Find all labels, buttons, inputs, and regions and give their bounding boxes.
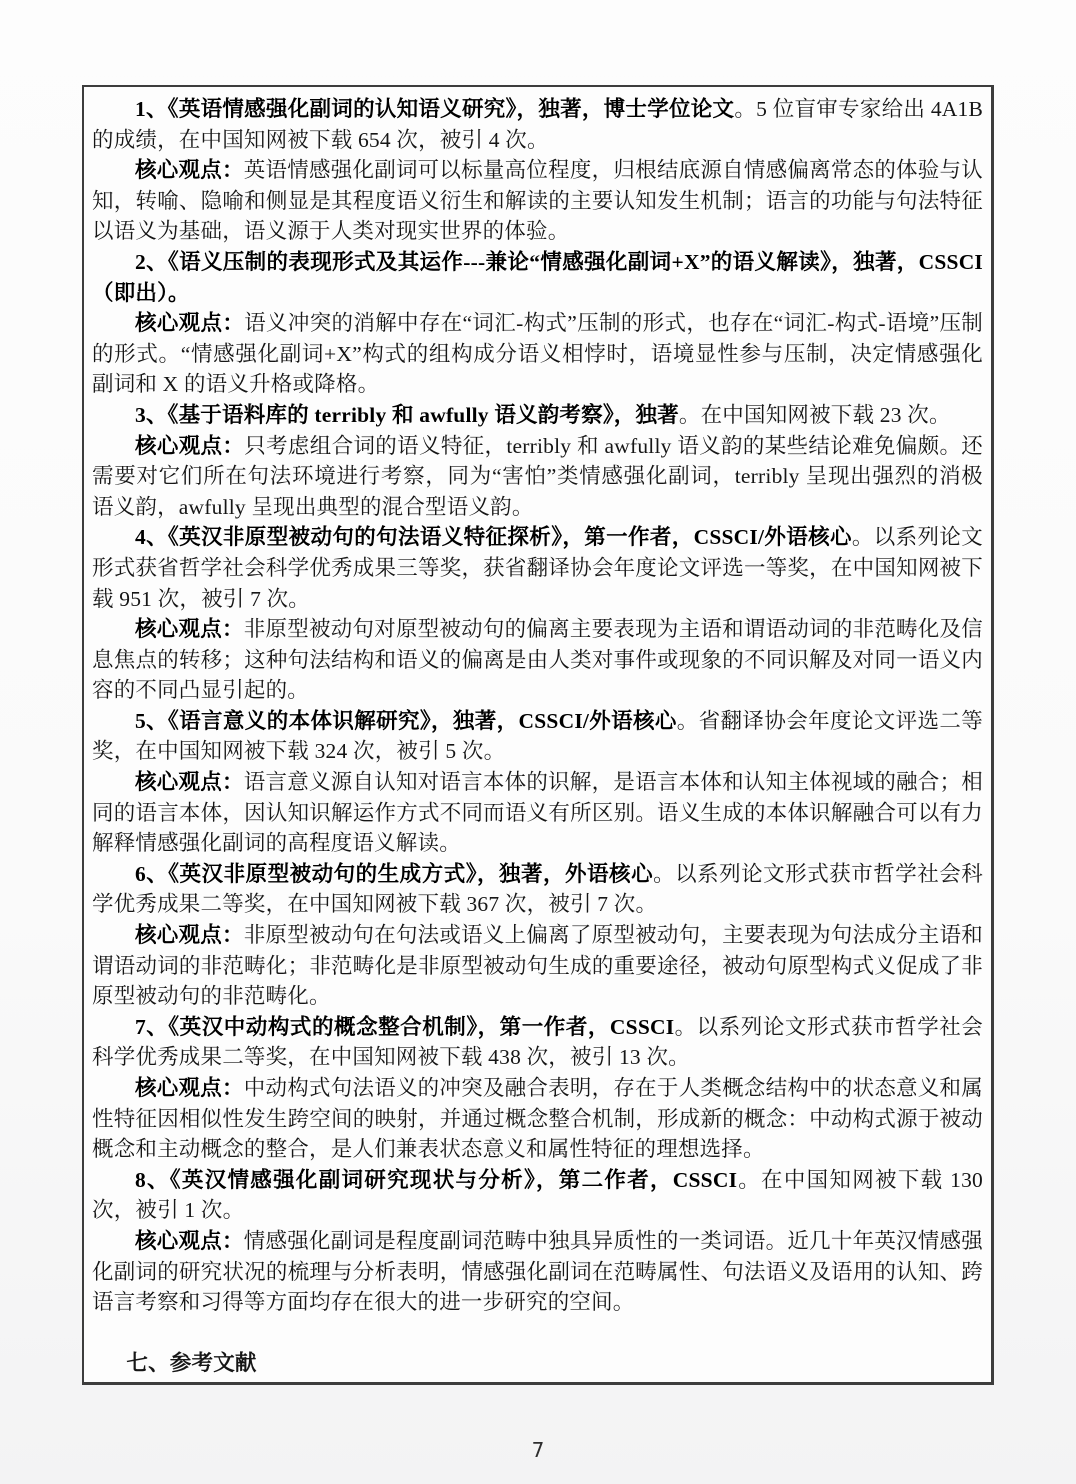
publication-7-title [92, 1012, 983, 1073]
publication-2-core-text: 语义冲突的消解中存在“词汇-构式”压制的形式，也存在“词汇-构式-语境”压制的形式。“情感强化副词+X”构式的组构成分语义相悖时，语境显性参与压制，决定情感强化副词和 X 的语义升格或降格。 [92, 311, 983, 397]
core-viewpoint-label: 核心观点： [135, 617, 244, 642]
publication-3-title-bold: 3、《基于语料库的 terribly 和 awfully 语义韵考察》，独著 [135, 402, 679, 427]
publication-item-4 [92, 522, 983, 706]
core-viewpoint-label: 核心观点： [135, 770, 244, 795]
publication-5-title-bold: 5、《语言意义的本体识解研究》，独著，CSSCI/外语核心 [135, 708, 677, 733]
publication-2-title-bold: 2、《语义压制的表现形式及其运作---兼论“情感强化副词+X”的语义解读》，独著，CSSCI（即出）。 [92, 249, 983, 305]
publication-7-title-rest: 。以系列论文形式获市哲学社会科学优秀成果二等奖，在中国知网被下载 438 次，被引 13 次。 [92, 1014, 984, 1070]
core-viewpoint-label: 核心观点： [135, 923, 244, 948]
publication-3-title [92, 400, 983, 431]
publication-item-3 [92, 400, 983, 522]
publication-4-core [92, 614, 983, 706]
publication-7-title-bold: 7、《英汉中动构式的概念整合机制》，第一作者，CSSCI [135, 1014, 675, 1039]
publication-4-core-text: 非原型被动句对原型被动句的偏离主要表现为主语和谓语动词的非范畴化及信息焦点的转移；这种句法结构和语义的偏离是由人类对事件或现象的不同识解及对同一语义内容的不同凸显引起的。 [92, 617, 983, 703]
core-viewpoint-label: 核心观点： [135, 433, 245, 458]
publications-section [82, 85, 994, 1385]
publication-4-title-rest: 。以系列论文形式获省哲学社会科学优秀成果三等奖，获省翻译协会年度论文评选一等奖，在中国知网被下载 951 次，被引 7 次。 [92, 525, 983, 611]
publication-2-title [92, 247, 983, 308]
publication-1-core [92, 155, 983, 247]
publication-8-title [92, 1165, 983, 1226]
core-viewpoint-label: 核心观点： [135, 311, 245, 336]
publication-3-core [92, 431, 983, 523]
publication-8-core [92, 1226, 983, 1318]
publication-1-title [92, 94, 983, 155]
publication-4-title-bold: 4、《英汉非原型被动句的句法语义特征探析》，第一作者，CSSCI/外语核心 [135, 525, 852, 550]
publication-item-7 [92, 1012, 983, 1165]
core-viewpoint-label: 核心观点： [135, 1228, 244, 1253]
publication-1-core-text: 英语情感强化副词可以标量高位程度，归根结底源自情感偏离常态的体验与认知，转喻、隐喻和侧显是其程度语义衍生和解读的主要认知发生机制；语言的功能与句法特征以语义为基础，语义源于人类对现实世界的体验。 [92, 158, 983, 244]
publication-item-6 [92, 859, 983, 1012]
publication-8-core-text: 情感强化副词是程度副词范畴中独具异质性的一类词语。近几十年英汉情感强化副词的研究状况的梳理与分析表明，情感强化副词在范畴属性、句法语义及语用的认知、跨语言考察和习得等方面均存在很大的进一步研究的空间。 [92, 1228, 983, 1315]
page-number: 7 [531, 1438, 545, 1462]
publication-7-core [92, 1073, 983, 1165]
publication-8-title-rest: 。在中国知网被下载 130 次，被引 1 次。 [92, 1167, 983, 1223]
publication-item-2 [92, 247, 983, 400]
publication-3-title-rest: 。在中国知网被下载 23 次。 [678, 402, 951, 427]
publication-item-1 [92, 94, 983, 247]
publication-1-title-rest: 。5 位盲审专家给出 4A1B 的成绩，在中国知网被下载 654 次，被引 4 次。 [92, 97, 983, 152]
publication-6-title-bold: 6、《英汉非原型被动句的生成方式》，独著，外语核心 [135, 861, 654, 886]
publication-5-title-rest: 。省翻译协会年度论文评选二等奖，在中国知网被下载 324 次，被引 5 次。 [92, 708, 983, 764]
core-viewpoint-label: 核心观点： [135, 158, 244, 183]
publication-6-title-rest: 。以系列论文形式获市哲学社会科学优秀成果二等奖，在中国知网被下载 367 次，被引 7 次。 [92, 861, 983, 917]
publication-7-core-text: 中动构式句法语义的冲突及融合表明，存在于人类概念结构中的状态意义和属性特征因相似性发生跨空间的映射，并通过概念整合机制，形成新的概念：中动构式源于被动概念和主动概念的整合，是人们兼表状态意义和属性特征的理想选择。 [92, 1076, 983, 1162]
publication-1-title-bold: 1、《英语情感强化副词的认知语义研究》，独著，博士学位论文 [135, 97, 735, 121]
publication-6-title [92, 859, 983, 920]
publication-item-5 [92, 706, 983, 859]
references-section-heading: 七、参考文献 [126, 1350, 257, 1375]
publication-5-title [92, 706, 983, 767]
publication-6-core [92, 920, 983, 1012]
publication-2-core [92, 308, 983, 400]
publication-item-8 [92, 1165, 983, 1318]
publication-5-core [92, 767, 983, 859]
publication-4-title [92, 522, 983, 614]
publication-6-core-text: 非原型被动句在句法或语义上偏离了原型被动句，主要表现为句法成分主语和谓语动词的非范畴化；非范畴化是非原型被动句生成的重要途径，被动句原型构式义促成了非原型被动句的非范畴化。 [92, 923, 983, 1009]
core-viewpoint-label: 核心观点： [135, 1076, 244, 1100]
publication-8-title-bold: 8、《英汉情感强化副词研究现状与分析》，第二作者，CSSCI [135, 1167, 738, 1192]
publication-5-core-text: 语言意义源自认知对语言本体的识解，是语言本体和认知主体视域的融合；相同的语言本体，因认知识解运作方式不同而语义有所区别。语义生成的本体识解融合可以有力解释情感强化副词的高程度语义解读。 [92, 770, 983, 856]
publication-3-core-text: 只考虑组合词的语义特征，terribly 和 awfully 语义韵的某些结论难免偏颇。还需要对它们所在句法环境进行考察，同为“害怕”类情感强化副词，terribly 呈现出强烈的消极语义韵，awfully 呈现出典型的混合型语义韵。 [92, 433, 983, 519]
